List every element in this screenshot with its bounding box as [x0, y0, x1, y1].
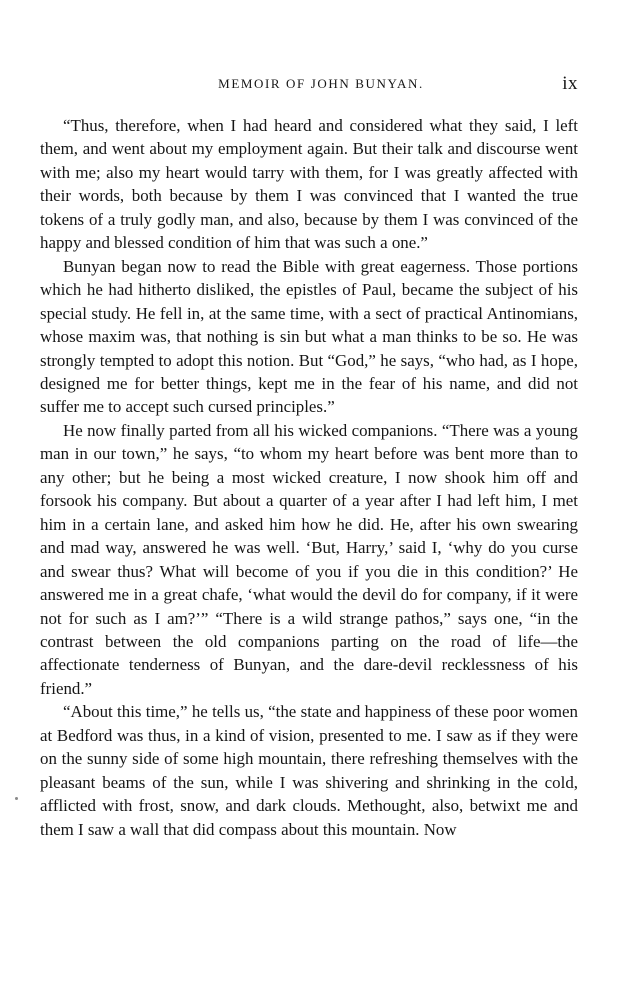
page-number: ix: [562, 73, 578, 94]
running-title: MEMOIR OF JOHN BUNYAN.: [218, 76, 424, 91]
body-text: [40, 114, 578, 841]
paragraph-bunyan-began: Bunyan began now to read the Bible with great eagerness. Those portions which he had hitherto disliked, the epistles of Paul, became the subject of his special study. He fell in, at the same time, with a sect of practical Antinomians, whose maxim was, that nothing is sin but what a man thinks to be so. He was strongly tempted to adopt this notion. But “God,” he says, “who had, as I hope, designed me for better things, kept me in the fear of his name, and did not suffer me to accept such cursed principles.”: [40, 256, 578, 417]
ink-speck: [15, 797, 18, 800]
paragraph-parted-companions: He now finally parted from all his wicked companions. “There was a young man in our town,” he says, “to whom my heart before was bent more than to any other; but he being a most wicked creature, I now shook him off and forsook his company. But about a quarter of a year after I had left him, I met him in a certain lane, and asked him how he did. He, after his own swearing and mad way, answered he was well. ‘But, Harry,’ said I, ‘why do you curse and swear thus? What will become of you if you die in this condition?’ He answered me in a great chafe, ‘what would the devil do for company, if it were not for such as I am?’” “There is a wild strange pathos,” says one, “in the contrast between the old companions parting on the road of life—the affectionate tenderness of Bunyan, and the dare-devil recklessness of his friend.”: [40, 420, 578, 698]
paragraph-quote-thus-therefore: “Thus, therefore, when I had heard and considered what they said, I left them, and went about my employment again. But their talk and discourse went with me; also my heart would tarry with them, for I was greatly affected with their words, both because by them I was convinced that I wanted the true tokens of a truly godly man, and also, because by them I was convinced of the happy and blessed condition of him that was such a one.”: [40, 116, 578, 253]
paragraph-about-this-time: “About this time,” he tells us, “the state and happiness of these poor women at Bedford was thus, in a kind of vision, presented to me. I saw as if they were on the sunny side of some high mountain, there refreshing themselves with the pleasant beams of the sun, while I was shivering and shrinking in the cold, afflicted with frost, snow, and dark clouds. Methought, also, betwixt me and them I saw a wall that did compass about this mountain. Now: [40, 702, 578, 839]
running-head: [40, 73, 578, 98]
